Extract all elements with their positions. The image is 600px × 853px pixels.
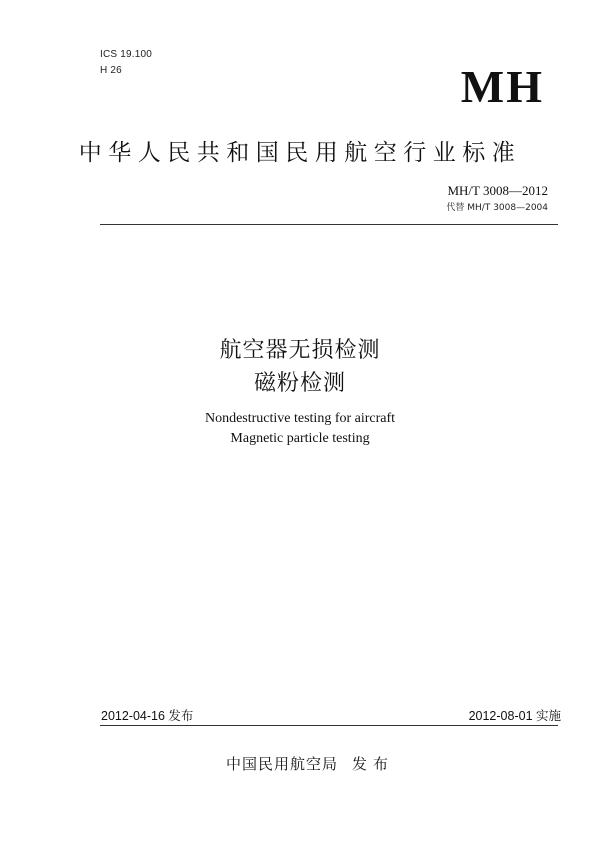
org-title: 中华人民共和国民用航空行业标准 [78, 140, 522, 166]
implementation-date: 2012-08-01 实施 [468, 709, 561, 723]
replaces-standard: 代替 MH/T 3008—2004 [446, 203, 548, 213]
publisher-name: 中国民用航空局 [226, 755, 339, 773]
issue-date: 2012-04-16 发布 [101, 709, 194, 723]
title-en-line1: Nondestructive testing for aircraft [204, 411, 396, 426]
ics-code: ICS 19.100 [100, 49, 153, 60]
top-divider [100, 224, 558, 225]
title-cn-line1: 航空器无损检测 [219, 338, 381, 363]
publisher-line [226, 753, 394, 774]
title-en-line2: Magnetic particle testing [230, 431, 370, 446]
classification-code: H 26 [100, 65, 122, 76]
title-cn-line2: 磁粉检测 [253, 371, 346, 396]
bottom-divider [100, 725, 558, 726]
mh-logo: MH [460, 61, 544, 112]
publisher-verb: 发布 [352, 755, 395, 773]
standard-number: MH/T 3008—2012 [447, 183, 548, 198]
